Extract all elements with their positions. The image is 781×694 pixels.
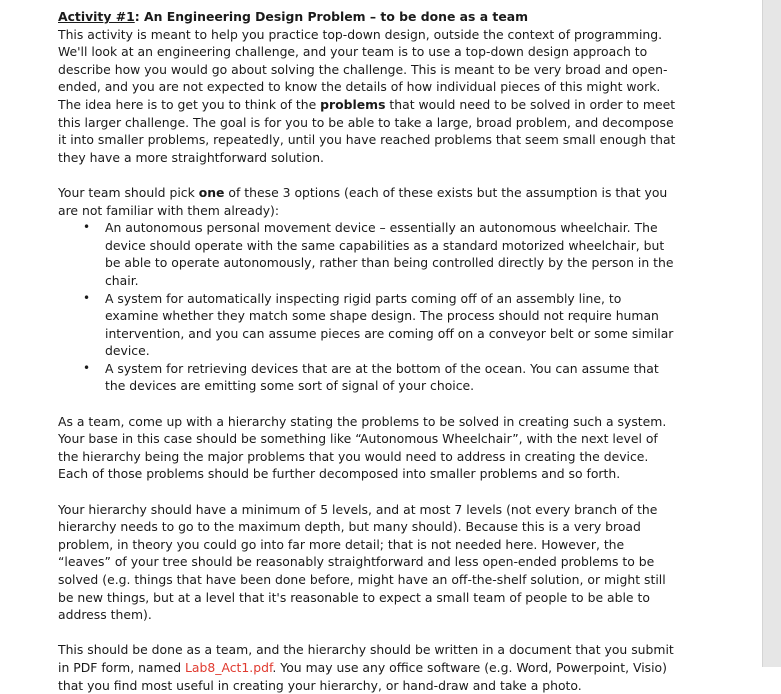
bullet-icon: •	[83, 360, 91, 375]
submit-paragraph	[58, 641, 678, 694]
window-scrollbar-gutter[interactable]	[762, 0, 781, 667]
option-text: A system for retrieving devices that are at the bottom of the ocean. You can assume that the devices are emitting some sort of signal of your choice.	[105, 360, 659, 394]
spacer	[58, 395, 678, 413]
spacer	[58, 483, 678, 501]
submit-text-1: This should be done as a team, and the hierarchy should be written in a document that you submit in PDF form, named	[58, 642, 674, 675]
option-item	[58, 219, 678, 289]
activity-label: Activity #1	[58, 9, 135, 24]
bullet-icon: •	[83, 220, 91, 235]
option-text: A system for automatically inspecting rigid parts coming off of an assembly line, to examine whether they match some shape design. The process should not require human intervention, and you can assume pieces are coming off on a conveyor belt or some similar device.	[105, 290, 674, 359]
activity-title: : An Engineering Design Problem – to be done as a team	[134, 9, 528, 24]
intro-bold-problems: problems	[320, 96, 386, 112]
options-list	[58, 219, 678, 395]
intro-text-1: This activity is meant to help you practice top-down design, outside the context of programming. We'll look at an engineering challenge, and your team is to use a top-down design approach to describe how you would go about solving the challenge. This is meant to be very broad and open-ended, and you are not expected to know the details of how individual pieces of this might work. The idea here is to get you to think of the	[58, 26, 668, 112]
document-body	[58, 8, 678, 694]
levels-paragraph: Your hierarchy should have a minimum of 5 levels, and at most 7 levels (not every branch of the hierarchy needs to go to the maximum depth, but many should). Because this is a very broad problem, in theory you could go into far more detail; that is not needed here. However, the “leaves” of your tree should be reasonably straightforward and less open-ended problems to be solved (e.g. things that have been done before, might have an off-the-shelf solution, or might still be new things, but at a level that it's reasonable to expect a small team of people to be able to address them).	[58, 501, 666, 623]
intro-text-2: that would need to be solved in order to meet this larger challenge. The goal is for you to be able to take a large, broad problem, and decompose it into smaller problems, repeatedly, until you have reached problems that seem small enough that they have a more straightforward solution.	[58, 96, 676, 165]
option-item	[58, 290, 678, 360]
spacer	[58, 624, 678, 642]
pick-paragraph	[58, 184, 678, 219]
option-text: An autonomous personal movement device – essentially an autonomous wheelchair. The device should operate with the same capabilities as a standard motorized wheelchair, but be able to operate autonomously, rather than being controlled directly by the person in the chair.	[105, 220, 674, 288]
spacer	[58, 166, 678, 184]
pick-bold-one: one	[198, 184, 225, 200]
submit-text-2: . You may use any office software (e.g. Word, Powerpoint, Visio) that you find most useful in creating your hierarchy, or hand-draw and take a photo.	[58, 659, 667, 693]
bullet-icon: •	[83, 290, 91, 305]
submit-filename: Lab8_Act1.pdf	[185, 659, 273, 675]
pick-text-2: of these 3 options (each of these exists but the assumption is that you are not familiar with them already):	[58, 184, 668, 218]
intro-paragraph	[58, 26, 678, 167]
pick-text-1: Your team should pick	[58, 184, 199, 200]
activity-heading	[58, 8, 678, 26]
hierarchy-paragraph: As a team, come up with a hierarchy stating the problems to be solved in creating such a system. Your base in this case should be something like “Autonomous Wheelchair”, with the next level of the hierarchy being the major problems that you would need to address in creating the device. Each of those problems should be further decomposed into smaller problems and so forth.	[58, 413, 667, 482]
option-item	[58, 360, 678, 395]
